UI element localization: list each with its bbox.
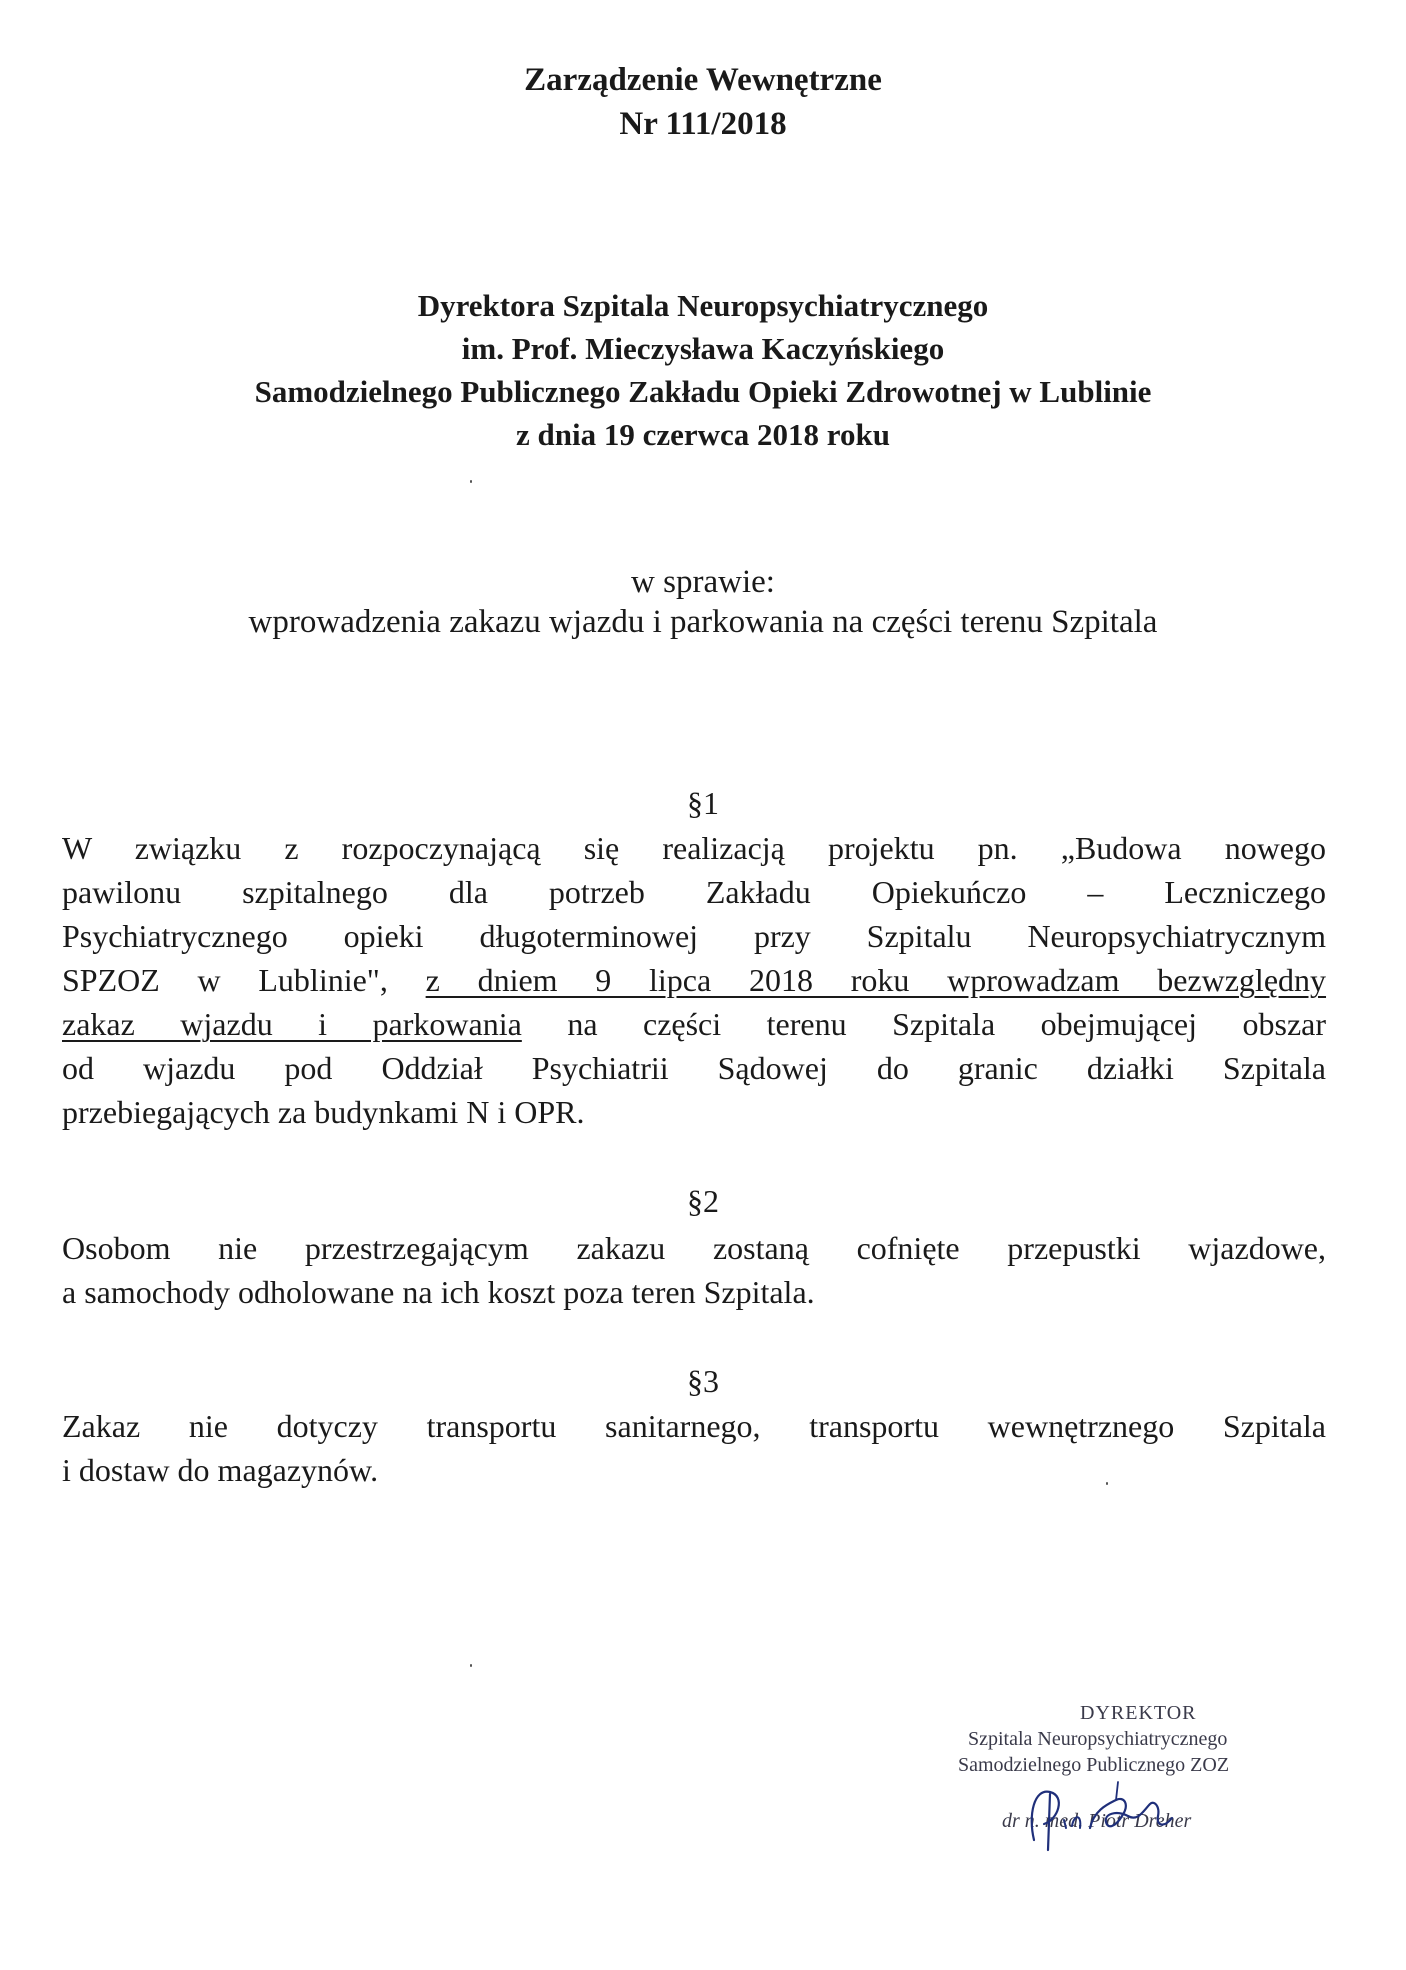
section-2-mark: §2 bbox=[687, 1183, 719, 1219]
subject-label: w sprawie: bbox=[631, 564, 775, 600]
scan-speck bbox=[470, 1664, 472, 1667]
issuer-line-1: Dyrektora Szpitala Neuropsychiatrycznego bbox=[417, 288, 989, 323]
stamp-line-1: Szpitala Neuropsychiatrycznego bbox=[968, 1728, 1228, 1750]
section-2-line-1: Osobom nie przestrzegającym zakazu zostaną cofnięte przepustki wjazdowe, bbox=[62, 1230, 1326, 1266]
section-1-line-4 bbox=[62, 958, 1326, 1002]
stamp-name: dr n. med. Piotr Dreher bbox=[1002, 1810, 1192, 1832]
stamp-line-2: Samodzielnego Publicznego ZOZ bbox=[958, 1754, 1230, 1776]
section-2-line-2: a samochody odholowane na ich koszt poza teren Szpitala. bbox=[62, 1274, 815, 1310]
section-1-line-6: od wjazdu pod Oddział Psychiatrii Sądowej do granic działki Szpitala bbox=[62, 1050, 1326, 1086]
scan-speck bbox=[470, 480, 472, 483]
issuer-line-2: im. Prof. Mieczysława Kaczyńskiego bbox=[461, 331, 945, 366]
section-1-paragraph bbox=[62, 826, 1326, 1134]
document-number: Nr 111/2018 bbox=[619, 106, 787, 142]
section-1-mark: §1 bbox=[687, 785, 719, 821]
issuer-line-3: Samodzielnego Publicznego Zakładu Opieki Zdrowotnej w Lublinie bbox=[254, 374, 1152, 409]
section-2-paragraph bbox=[62, 1226, 1326, 1314]
signature-icon bbox=[1020, 1770, 1200, 1860]
section-1-line-5 bbox=[62, 1002, 1326, 1046]
stamp-title: DYREKTOR bbox=[1080, 1702, 1197, 1724]
section-1-line-5-text: na części terenu Szpitala obejmującej obszar bbox=[567, 1006, 1327, 1042]
section-3-paragraph bbox=[62, 1404, 1326, 1492]
issue-date: z dnia 19 czerwca 2018 roku bbox=[516, 417, 890, 452]
section-3-mark: §3 bbox=[687, 1363, 719, 1399]
section-1-underlined-ban: zakaz wjazdu i parkowania bbox=[62, 1006, 522, 1042]
section-3-line-1: Zakaz nie dotyczy transportu sanitarnego, transportu wewnętrznego Szpitala bbox=[62, 1408, 1326, 1444]
section-1-underlined-date: z dniem 9 lipca 2018 roku wprowadzam bezwzględny bbox=[425, 962, 1327, 998]
section-1-line-4-text: SPZOZ w Lublinie", bbox=[62, 962, 388, 998]
section-1-line-2: pawilonu szpitalnego dla potrzeb Zakładu Opiekuńczo – Leczniczego bbox=[62, 874, 1326, 910]
scan-speck bbox=[1106, 1482, 1108, 1485]
subject-text: wprowadzenia zakazu wjazdu i parkowania na części terenu Szpitala bbox=[248, 604, 1158, 640]
document-title: Zarządzenie Wewnętrzne bbox=[524, 62, 882, 98]
section-3-line-2: i dostaw do magazynów. bbox=[62, 1452, 379, 1488]
section-1-line-3: Psychiatrycznego opieki długoterminowej przy Szpitalu Neuropsychiatrycznym bbox=[62, 918, 1326, 954]
section-1-line-1: W związku z rozpoczynającą się realizacją projektu pn. „Budowa nowego bbox=[62, 830, 1326, 866]
section-1-line-7: przebiegających za budynkami N i OPR. bbox=[62, 1094, 585, 1130]
